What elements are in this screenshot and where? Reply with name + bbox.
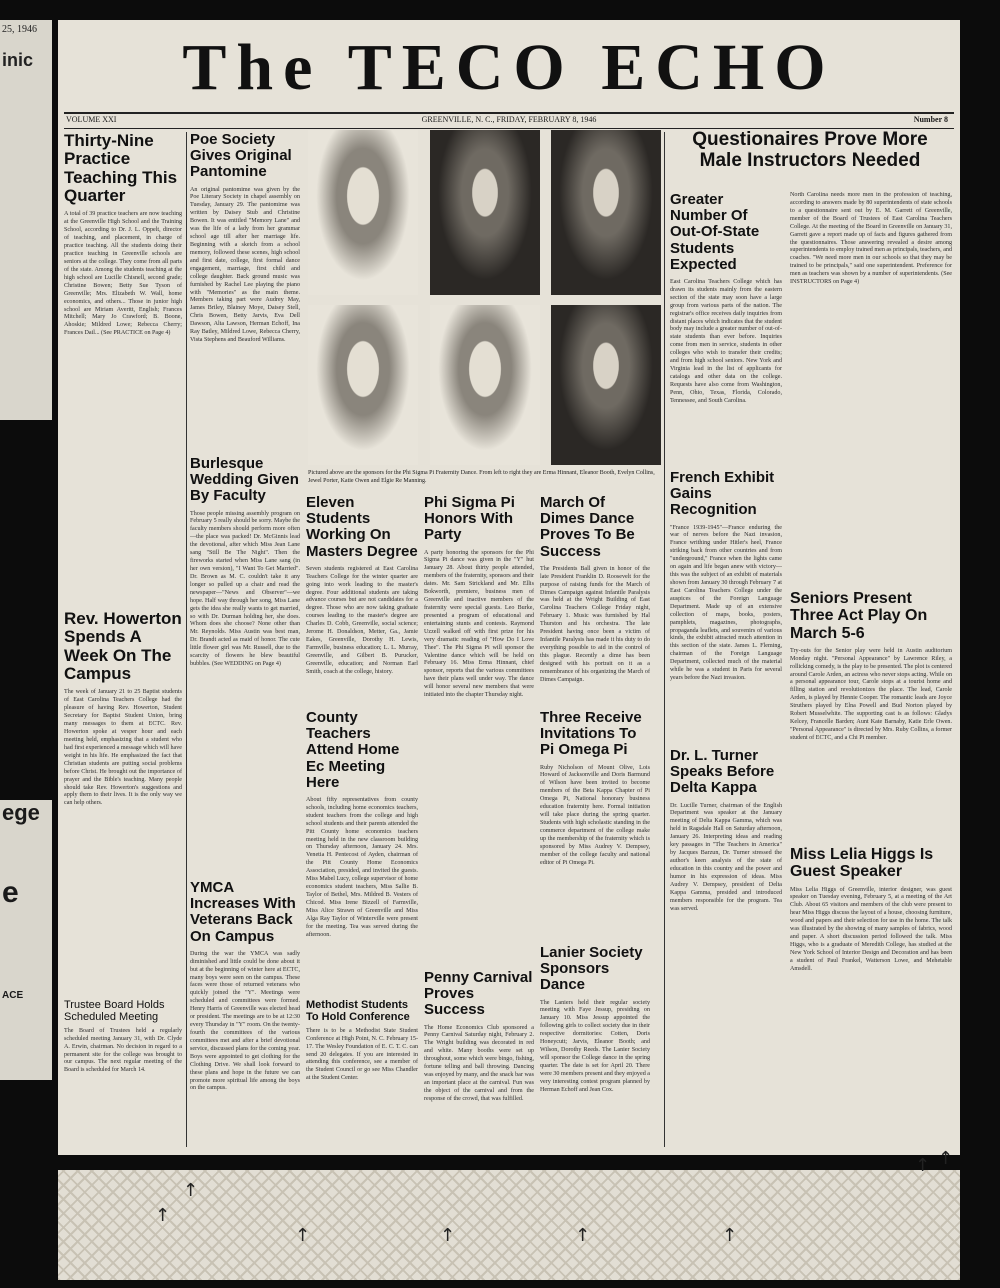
headline-french: French Exhibit Gains Recognition: [670, 470, 775, 519]
headline-ymca: YMCA Increases With Veterans Back On Campus: [190, 880, 296, 945]
headline-questionaires: Questionaires Prove More Male Instructors Needed: [692, 130, 928, 171]
up-arrow-icon: ↑: [575, 1225, 591, 1246]
body-penny: The Home Economics Club sponsored a Penny Carnival Saturday night, February 2. The Wright building was decorated in red and white. Many booths were set up throughout, some which were bingo, fishing, fortune telling and ball throwing. Dancing was enjoyed by many, and the snack bar was an important place at the carnival. Fun was the object of the carnival and from the response of the crowd, that was fulfilled.: [424, 1024, 534, 1102]
previous-page-edge: [0, 20, 52, 420]
article-penny: [424, 970, 534, 1148]
body-turner: Dr. Lucille Turner, chairman of the English Department was speaker at the January meeting of Delta Kappa Gamma, which was held in Ragsdale Hall on Saturday afternoon, January 26. Interpreting ideas and reading key passages in "The Teachers in America" by Jacques Barzun, Dr. Turner stressed the author's keen analysis of the state of education in this country and the power and humor in his expression of ideas. Miss Audrey V. Dempsey, president of Delta Kappa Gamma, presided and introduced members responsible for the program. Tea was served.: [670, 802, 782, 912]
article-practice: [64, 132, 182, 602]
body-lanier: The Laniers held their regular society meeting with Faye Jessup, presiding on January 10. Miss Jessup appointed the following girls to collect society due in their respective dormitories: Cotten, Doris Honeycutt; Jarvis, Eleanor Booth; and Wilson, Dorothy Reeds. The Lanier Society will sponsor the College dance in the spring quarter. The date is set for April 20. There were 30 members present and they enjoyed a very interesting contest program planned by Herman Echoff and Jean Cox.: [540, 999, 650, 1093]
headline-dimes: March Of Dimes Dance Proves To Be Success: [540, 495, 635, 560]
headline-howerton: Rev. Howerton Spends A Week On The Campus: [64, 610, 182, 684]
body-phisigma: A party honoring the sponsors for the Phi Sigma Pi dance was given in the "Y" hut January 28. About thirty people attended, members of the fraternity, sponsors and their dates. Mr. Sam Strickland and Mr. Ellis Bokworth, premiere, business men of Greenville and inactive members of the fraternity were special guests. Leo Burke, presented a program of educational and entertaining stunts and contests. Raymond Uzzell walked off with first prize for his very dramatic reading of "How Do I Love Thee". The Phi Sigma Pi will sponsor the Valentine dance which will be held on February 16. Miss Erma Hinnant, chief sponsor, reports that the various committees have their plans well under way. The dance will honor several new members that were initiated into the chapter Thursday night.: [424, 549, 534, 699]
headline-county: County Teachers Attend Home Ec Meeting Here: [306, 710, 400, 791]
article-higgs: [790, 846, 952, 1148]
article-ymca: [190, 880, 300, 1148]
headline-higgs: Miss Lelia Higgs Is Guest Speaker: [790, 846, 934, 881]
headline-penny: Penny Carnival Proves Success: [424, 970, 533, 1019]
headline-methodist: Methodist Students To Hold Conference: [306, 1000, 410, 1023]
body-french: "France 1939-1945"—France enduring the war of nerves before the Nazi invasion, France writhing under Hitler's heel, France striking back from other countries and from "underground," France when the lights came on again and life began anew with victory—this was the subject of an exhibit of materials shown from January 30 through February 7 at East Carolina Teachers College under the auspices of the Foreign Language Department. Made up of an extensive collection of maps, books, posters, pamphlets, magazines, photographs, propaganda leaflets, and souvenirs of various kinds, the exhibit attracted much attention in this section of the state. James L. Fleming, chairman of the Foreign Language Department, collected much of the material while he was a student in Paris for several years before the Nazi invasion.: [670, 524, 782, 682]
article-seniors: [790, 590, 952, 840]
photo-sponsor-4: [308, 305, 418, 465]
photo-sponsor-2: [430, 130, 540, 295]
body-poe: An original pantomime was given by the Poe Literary Society in chapel assembly on Tuesday, January 29. The pantomime was written by Daisey Stub and Christine Bowen. It was entitled "Memory Lane" and was the life of a lady from her grammar school age till after her marriage life. Beginning with a sketch from a school memory, followed these scenes, high school and first date, college, first formal dance engagement, marriage, first child and college daughter. Back ground music was furnished by Rachel Lee playing the piano with "Memories" as the main theme. Members taking part were Audrey May, James Briley, Blainey Moye, Daisey Stell, Chris Bowen, Betty Jarvis, Eva Dell Dawson, Alta Lawson, Herman Echoff, Ina Ray Batley, Mildred Lowe, Rebecca Cherry, Vista Stephens and Beauford Williams.: [190, 186, 300, 344]
photo-sponsor-6: [551, 305, 661, 465]
body-county: About fifty representatives from county schools, including home economics teachers, student teachers from the college and high school students and their parents attended the Pitt County home economics teachers meeting held in the new classroom building on Thursday afternoon, January 24. Mrs. Venetia H. Pentecost of Ayden, chairman of the Pitt County Home Economics Association, presided, and invited the guests. Miss Mabel Lucy, college supervisor of home economics student teachers, Miss Sallie B. Taylor of Bethel, Mrs. Mildred B. Vesters of Chicod. Miss Irene Bizzell of Farmville, Miss Alice Strawn of Greenville and Miss Alga Ray Taylor of Winterville were present for the meeting. Tea was served during the afternoon.: [306, 796, 418, 938]
previous-page-word-3: e: [2, 876, 19, 909]
article-greater: [670, 192, 782, 462]
article-trustee: [64, 1000, 182, 1150]
article-phisigma: [424, 495, 534, 965]
volume-label: VOLUME XXI: [66, 115, 117, 124]
up-arrow-icon: ↑: [440, 1225, 456, 1246]
headline-turner: Dr. L. Turner Speaks Before Delta Kappa: [670, 748, 775, 797]
dateline-text: GREENVILLE, N. C., FRIDAY, FEBRUARY 8, 1946: [421, 115, 597, 124]
up-arrow-icon: ↑: [183, 1180, 199, 1201]
article-pi-omega: [540, 710, 650, 940]
previous-page-word-4: ACE: [2, 990, 24, 1001]
body-trustee: The Board of Trustees held a regularly scheduled meeting January 31, with Dr. Clyde A. Erwin, chairman. No decision in regard to a permanent site for the college was brought to our campus. The next regular meeting of the Board is scheduled for March 14.: [64, 1027, 182, 1074]
article-burlesque: [190, 456, 300, 874]
article-howerton: [64, 610, 182, 875]
body-eleven: Seven students registered at East Carolina Teachers College for the winter quarter are going into work leading to the master's degree. Four additional students are taking advance courses but are not candidates for a degree. Those who are now taking graduate courses leading to the master's degree are Charles D. Cobb, Greenville, social science; Jerome H. Donaldson, Metter, Ga., Jamie Eakes, Greenville, Dorothy H. Lewis, Farmville, business education; L. L. Murray, Greenville, and Gilbert B. Purucker, Greenville, education; and Norman Earl Smith, coach at the college, history.: [306, 565, 418, 675]
photo-sponsor-1: [308, 130, 418, 295]
newspaper-page: [58, 20, 960, 1155]
headline-pi-omega: Three Receive Invitations To Pi Omega Pi: [540, 710, 642, 759]
article-dimes: [540, 495, 650, 705]
article-questionaires: [790, 192, 952, 587]
body-burlesque: Those people missing assembly program on February 5 really should be sorry. Maybe the faculty members should perform more often—the place was packed! Dr. McGinnis lead the devotional, after which Miss Jean Lane sang "Still Be The Night". Then the fireworks started when Miss Lane sang (in her own version), "I Want To Get Married". Dr. Brown as M. C. couldn't take it any longer so pulled up a chair and read the newspaper—"News and Observer"—we hope. Half way through her song, Miss Lane gets the idea she really wants to get married, so with Dr. Durman holding her, she does. Whom does she choose? None other than Mr. Reynolds. Miss Austin was best man, Dr. Brandt acted as maid of honor. The cute little flower girl was Mr. Russell, due to the scarcity of flowers he blew beautiful bubbles. (See WEDDING on Page 4): [190, 510, 300, 668]
article-poe: [190, 132, 300, 450]
photo-sponsor-5: [430, 305, 540, 465]
headline-practice: Thirty-Nine Practice Teaching This Quarter: [64, 132, 178, 206]
headline-trustee: Trustee Board Holds Scheduled Meeting: [64, 1000, 165, 1023]
up-arrow-icon: ↑: [155, 1205, 171, 1226]
body-ymca: During the war the YMCA was sadly diminished and little could be done about it but at the beginning of winter here at ECTC, many boys were seen on the campus. These faces were those of returned veterans who quickly joined the "Y". Meetings were scheduled and committees were formed. Henry Harris of Greenville was elected head or president. The meetings are to be at 12:30 every Thursday in "Y" room. On the twenty-fourth the committees of the various committees met and after a brief devotional service, discussed plans for the coming year. Boys were appointed to get clothing for the Clothing Drive. We shall look forward to these plans and hope in the future we can promote more spiritual life among the boys on the campus.: [190, 950, 300, 1092]
up-arrow-icon: ↑: [295, 1225, 311, 1246]
body-howerton: The week of January 21 to 25 Baptist students of East Carolina Teachers College had the pleasure of having Rev. Howerton, Student Secretary for Baptist Student Union, bring many messages to them at ECTC. Rev. Howerton spoke at vesper hour and each meeting held, emphasizing that a student who had first experienced a message which will have weight in his life. He emphasized the fact that Christian students are putting social problems before Christ. He brought out the importance of prayer and the Bible's teaching. Many people should take Rev. Howerton's suggestions and apply them to their lives. It is the only way we can help others.: [64, 689, 182, 807]
body-pi-omega: Ruby Nicholson of Mount Olive, Lois Howard of Jacksonville and Doris Barmund of Wilson have been invited to become members of the Beta Kappa Chapter of Pi Omega Pi, National honorary business education fraternity here. Formal initiation will take place during the spring quarter. Students with high scholastic standing in the commerce department of the college make up the membership of the fraternity which is sponsored by Miss Audrey V. Dempsey, member of the college faculty and national editor of Pi Omega Pi.: [540, 764, 650, 866]
body-methodist: There is to be a Methodist State Student Conference at High Point, N. C. February 15-17. The Wesley Foundation of E. C. T. C. can send 20 delegates. If you are interested in attending this conference, see a member of the Student Council or go see Miss Chandler at the Student Center.: [306, 1027, 418, 1082]
article-eleven: [306, 495, 418, 705]
issue-number: Number 8: [913, 115, 948, 124]
dateline-bar: [64, 112, 954, 129]
body-questionaires: North Carolina needs more men in the profession of teaching, according to answers made by 80 superintendents of state schools to a questionnaire sent out by E. M. Garrett of Greenville, member of the Board of Trustees of East Carolina Teachers College. At the meeting of the Board in Greenville on January 31, Garrett gave a report made up of facts and figures gathered from the questionnaires. Those answering revealed a desire among superintendents to employ trained men as principals, teachers, and coaches. "We need more men in our schools so that they may be trained to be principals," said one superintendent. Preference for men as teachers was shown by a number of superintendents. (See INSTRUCTORS on Page 4): [790, 192, 952, 286]
article-lanier: [540, 945, 650, 1148]
photo-caption: Pictured above are the sponsors for the Phi Sigma Pi Fraternity Dance. From left to right they are Erma Hinnant, Eleanor Booth, Evelyn Collins, Jewel Porter, Katie Owen and Elgie Re Manning.: [308, 470, 655, 484]
body-higgs: Miss Lelia Higgs of Greenville, interior designer, was guest speaker on Tuesday evening, February 5, at a meeting of the Art Club. About 65 visitors and members of the club were present to hear Miss Higgs discuss the layout of a house, choosing furniture, wood and papers and their selection for use in the home. The talk was illustrated by the showing of many samples of fabrics, wood and paper. A short discussion period followed the talk. Miss Higgs, who is a graduate of Meredith College, has studied at the New York School of Interior Design and Decoration and has been a student of Paul Frankel, Watterson Lowe, and Mehetable Amsdell.: [790, 886, 952, 972]
previous-page-word-2: ege: [2, 800, 40, 825]
masthead-title: The TECO ECHO: [182, 31, 836, 104]
article-methodist: [306, 1000, 418, 1148]
headline-burlesque: Burlesque Wedding Given By Faculty: [190, 456, 299, 505]
body-greater: East Carolina Teachers College which has drawn its students mainly from the eastern section of the state may soon have a large group from various parts of the nation. The registrar's office receives daily inquiries from distant places which indicates that the student body may include a greater number of out-of-state students than ever before. Inquiries come from men in service, students in other colleges who wish to transfer their credits; and from high school seniors. New York and Virginia lead in the list of applicants for catalogs and other data on the college. Requests have also come from Washington, Penn, Ohio, Texas, Florida, Colorado, Tennessee, and South Carolina.: [670, 278, 782, 404]
body-dimes: The Presidents Ball given in honor of the late President Franklin D. Roosevelt for the purpose of raising funds for the March of Dimes Campaign against Infantile Paralysis was held at the Wright Building of East Carolina Teachers College Friday night, February 1. Music was furnished by Hal Thurston and his orchestra. The late President having once been a victim of Infantile Paralysis has made it his duty to do everything possible to aid in the control of this plague. Recently a dime has been designed with his portrait on it as a remembrance of his organizing the March of Dimes Campaign.: [540, 565, 650, 683]
article-county: [306, 710, 418, 990]
up-arrow-icon: ↑: [915, 1155, 931, 1176]
previous-page-date: 25, 1946: [2, 24, 37, 35]
column-rule: [186, 132, 187, 1147]
headline-eleven: Eleven Students Working On Masters Degree: [306, 495, 418, 560]
headline-questionaires-box: [670, 130, 950, 190]
headline-poe: Poe Society Gives Original Pantomine: [190, 132, 292, 181]
headline-greater: Greater Number Of Out-Of-State Students Expected: [670, 192, 760, 273]
photo-sponsor-3: [551, 130, 661, 295]
column-rule-right: [664, 132, 665, 1147]
previous-page-edge-lower: [0, 800, 52, 1080]
previous-page-word: inic: [2, 50, 34, 70]
body-practice: A total of 39 practice teachers are now teaching at the Greenville High School and the Training School, according to Dr. J. L. Oppelt, director of teaching, and placement, in charge of practice teaching. All the students doing their practice teaching in Greenville schools are seniors at the college. They come from all parts of the state. Among the students teaching at the high school are Lucille Chisnell, second grade; Christine Bowen; Betty Sue Tyson of Greenville; Mrs. Elizabeth W. Wall, home economics, and others... Those in junior high school are Miriam Averitt, English; Frances Mitchell; Mary Jo Crawford; B. Boone, Ahoskie; Mildred Lowe; Rebecca Cherry; Frances Dail... (See PRACTICE on Page 4): [64, 211, 182, 337]
headline-lanier: Lanier Society Sponsors Dance: [540, 945, 643, 994]
up-arrow-icon: ↑: [722, 1225, 738, 1246]
up-arrow-icon: ↑: [938, 1148, 954, 1169]
headline-phisigma: Phi Sigma Pi Honors With Party: [424, 495, 515, 544]
body-seniors: Try-outs for the Senior play were held in Austin auditorium Monday night. "Personal Appearance" by Lawrence Riley, a rollicking comedy, is the play to be presented. The plot is centered around Carole Arden, an actress who never stops acting. While on a personal appearance tour, Carole stops at a tourist home and filling station and revolutionizes the place. The lead, Carole Arden, is played by Hennie Cooper. The romantic leads are Joyce Struthers played by Elna Powell and Bud Norton played by Robert Musselwhite. The supporting cast is as follows: Gladys Kelcey, Francelle Barden; Aunt Kate Barnaby, Katie Erle Owen. "Personal Appearance" is directed by Mrs. Ruby Collins, a former student of ECTC, and a Chi Pi member.: [790, 647, 952, 741]
article-turner: [670, 748, 782, 1148]
headline-seniors: Seniors Present Three Act Play On March 5-6: [790, 590, 928, 642]
